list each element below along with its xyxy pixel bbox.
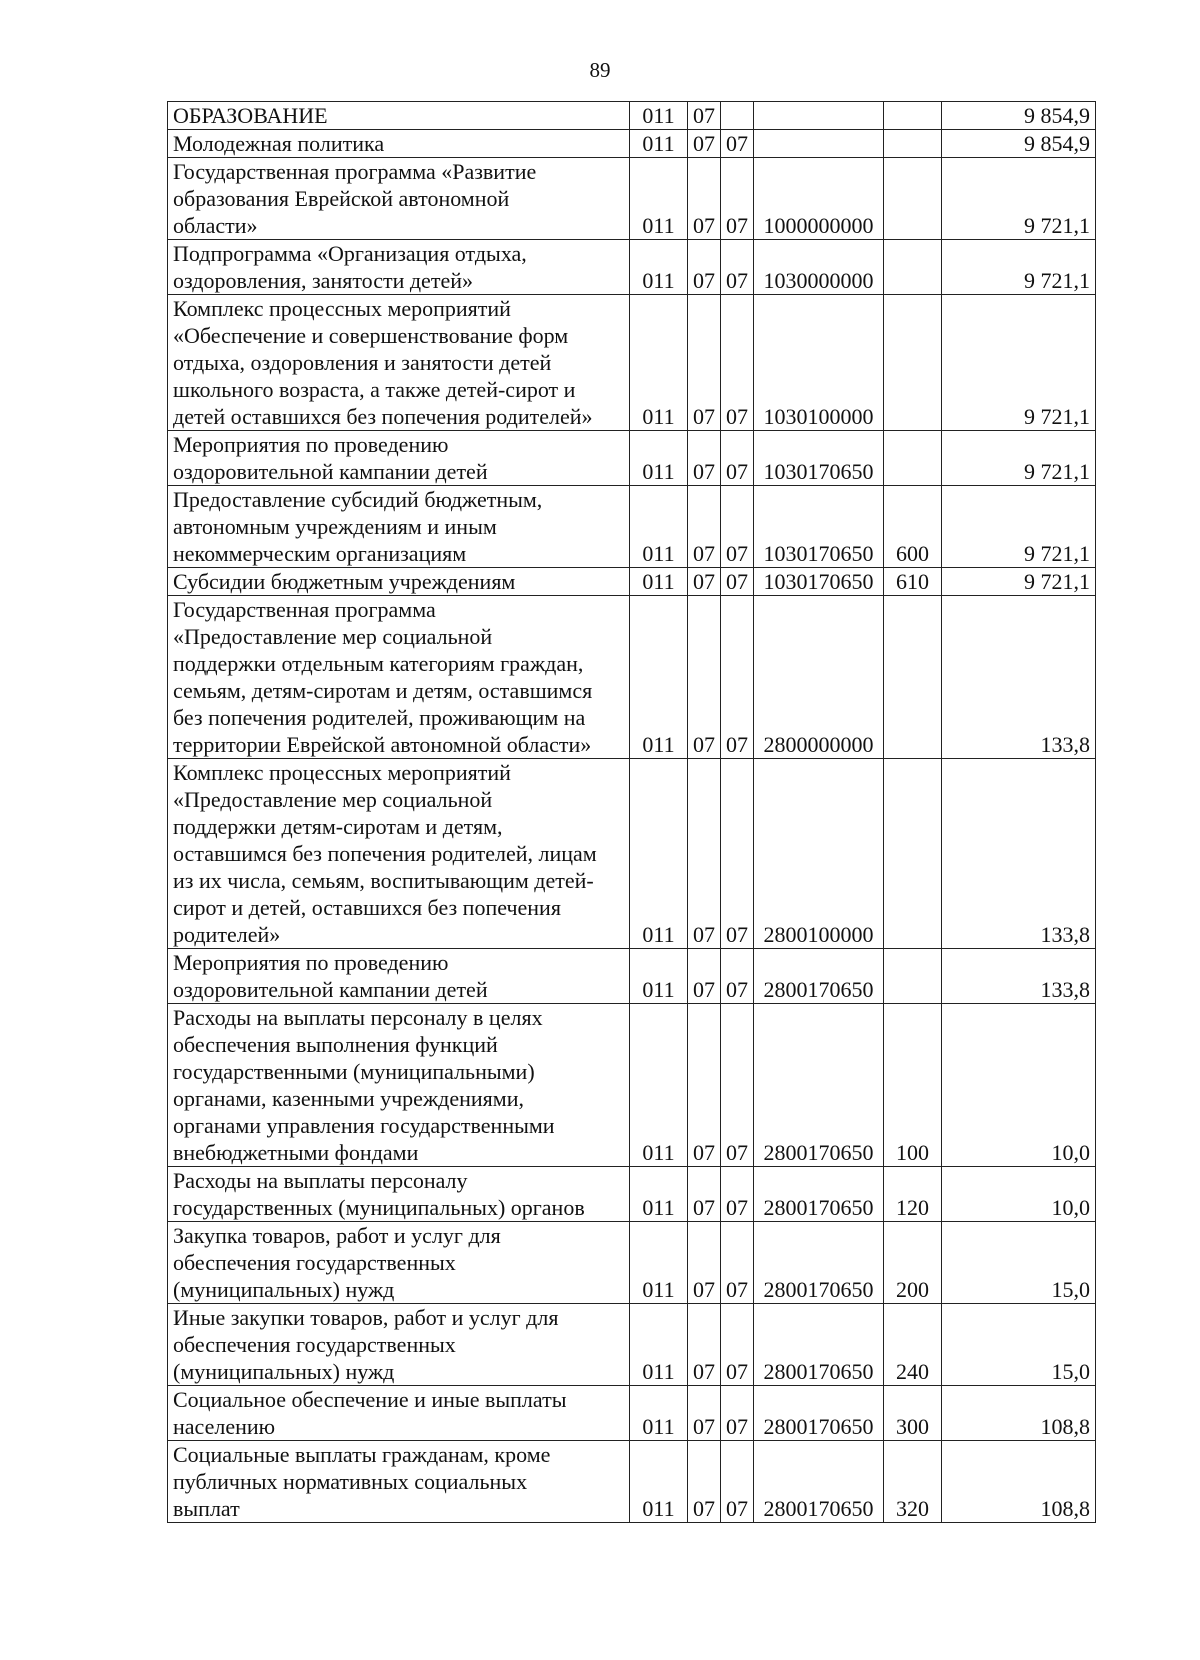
section-code-cell: 07: [688, 1386, 721, 1441]
target-article-cell: [754, 102, 884, 130]
amount-cell: 9 721,1: [942, 158, 1096, 240]
item-name-line: оставшимся без попечения родителей, лицам: [173, 841, 597, 866]
subsection-code-cell: 07: [721, 1004, 754, 1167]
amount-cell: 9 721,1: [942, 295, 1096, 431]
subsection-code-cell: [721, 102, 754, 130]
expense-type-cell: 240: [884, 1304, 942, 1386]
subsection-code-cell: 07: [721, 240, 754, 295]
item-name-cell: [168, 1167, 630, 1222]
item-name-line: внебюджетными фондами: [173, 1140, 419, 1165]
ministry-code-cell: 011: [630, 1441, 688, 1523]
item-name-cell: [168, 431, 630, 486]
item-name-cell: [168, 759, 630, 949]
ministry-code-cell: 011: [630, 1386, 688, 1441]
item-name-cell: [168, 158, 630, 240]
item-name-line: обеспечения государственных: [173, 1332, 456, 1357]
amount-cell: 133,8: [942, 759, 1096, 949]
item-name-line: «Предоставление мер социальной: [173, 787, 493, 812]
table-row: [168, 596, 1096, 759]
expense-type-cell: [884, 431, 942, 486]
target-article-cell: 2800170650: [754, 1167, 884, 1222]
item-name-line: Субсидии бюджетным учреждениям: [173, 569, 516, 594]
section-code-cell: 07: [688, 158, 721, 240]
item-name-line: сирот и детей, оставшихся без попечения: [173, 895, 561, 920]
subsection-code-cell: 07: [721, 1386, 754, 1441]
expense-type-cell: [884, 240, 942, 295]
ministry-code-cell: 011: [630, 1222, 688, 1304]
item-name-line: ОБРАЗОВАНИЕ: [173, 103, 328, 128]
item-name-line: оздоровления, занятости детей»: [173, 268, 473, 293]
subsection-code-cell: 07: [721, 568, 754, 596]
subsection-code-cell: 07: [721, 596, 754, 759]
amount-cell: 9 721,1: [942, 431, 1096, 486]
item-name-cell: [168, 102, 630, 130]
item-name-line: обеспечения выполнения функций: [173, 1032, 498, 1057]
item-name-line: «Предоставление мер социальной: [173, 624, 493, 649]
amount-cell: 9 854,9: [942, 130, 1096, 158]
table-row: [168, 240, 1096, 295]
section-code-cell: 07: [688, 240, 721, 295]
item-name-cell: [168, 130, 630, 158]
table-row: [168, 158, 1096, 240]
budget-table: [167, 101, 1096, 1523]
target-article-cell: 1030170650: [754, 486, 884, 568]
table-row: [168, 1386, 1096, 1441]
target-article-cell: 2800170650: [754, 1004, 884, 1167]
item-name-line: из их числа, семьям, воспитывающим детей-: [173, 868, 594, 893]
target-article-cell: 1030170650: [754, 568, 884, 596]
table-row: [168, 130, 1096, 158]
ministry-code-cell: 011: [630, 102, 688, 130]
item-name-line: Иные закупки товаров, работ и услуг для: [173, 1305, 559, 1330]
section-code-cell: 07: [688, 295, 721, 431]
item-name-line: Закупка товаров, работ и услуг для: [173, 1223, 501, 1248]
item-name-line: выплат: [173, 1496, 240, 1521]
table-row: [168, 1441, 1096, 1523]
subsection-code-cell: 07: [721, 486, 754, 568]
target-article-cell: 2800170650: [754, 1386, 884, 1441]
item-name-line: государственными (муниципальными): [173, 1059, 535, 1084]
subsection-code-cell: 07: [721, 759, 754, 949]
ministry-code-cell: 011: [630, 1004, 688, 1167]
ministry-code-cell: 011: [630, 295, 688, 431]
section-code-cell: 07: [688, 1304, 721, 1386]
expense-type-cell: [884, 596, 942, 759]
amount-cell: 15,0: [942, 1304, 1096, 1386]
subsection-code-cell: 07: [721, 130, 754, 158]
ministry-code-cell: 011: [630, 759, 688, 949]
item-name-line: Комплекс процессных мероприятий: [173, 760, 511, 785]
section-code-cell: 07: [688, 130, 721, 158]
section-code-cell: 07: [688, 1222, 721, 1304]
target-article-cell: 1000000000: [754, 158, 884, 240]
item-name-cell: [168, 949, 630, 1004]
target-article-cell: 2800170650: [754, 1441, 884, 1523]
target-article-cell: 2800170650: [754, 1222, 884, 1304]
table-row: [168, 568, 1096, 596]
item-name-line: Социальное обеспечение и иные выплаты: [173, 1387, 567, 1412]
subsection-code-cell: 07: [721, 295, 754, 431]
section-code-cell: 07: [688, 486, 721, 568]
ministry-code-cell: 011: [630, 431, 688, 486]
item-name-line: автономным учреждениям и иным: [173, 514, 497, 539]
target-article-cell: 2800170650: [754, 949, 884, 1004]
amount-cell: 133,8: [942, 949, 1096, 1004]
subsection-code-cell: 07: [721, 949, 754, 1004]
subsection-code-cell: 07: [721, 1167, 754, 1222]
item-name-line: (муниципальных) нужд: [173, 1277, 395, 1302]
item-name-line: (муниципальных) нужд: [173, 1359, 395, 1384]
item-name-cell: [168, 568, 630, 596]
page-number: 89: [589, 58, 611, 82]
item-name-line: школьного возраста, а также детей-сирот и: [173, 377, 576, 402]
item-name-line: отдыха, оздоровления и занятости детей: [173, 350, 552, 375]
item-name-line: «Обеспечение и совершенствование форм: [173, 323, 569, 348]
table-row: [168, 1004, 1096, 1167]
item-name-line: населению: [173, 1414, 276, 1439]
item-name-line: поддержки детям-сиротам и детям,: [173, 814, 503, 839]
section-code-cell: 07: [688, 596, 721, 759]
table-row: [168, 486, 1096, 568]
target-article-cell: 1030100000: [754, 295, 884, 431]
table-row: [168, 1167, 1096, 1222]
item-name-line: без попечения родителей, проживающим на: [173, 705, 586, 730]
ministry-code-cell: 011: [630, 1304, 688, 1386]
item-name-line: Мероприятия по проведению: [173, 432, 449, 457]
expense-type-cell: 200: [884, 1222, 942, 1304]
target-article-cell: 2800000000: [754, 596, 884, 759]
section-code-cell: 07: [688, 1167, 721, 1222]
expense-type-cell: 100: [884, 1004, 942, 1167]
table-row: [168, 949, 1096, 1004]
table-row: [168, 295, 1096, 431]
target-article-cell: 2800170650: [754, 1304, 884, 1386]
table-row: [168, 431, 1096, 486]
item-name-line: Государственная программа: [173, 597, 436, 622]
ministry-code-cell: 011: [630, 1167, 688, 1222]
section-code-cell: 07: [688, 1441, 721, 1523]
expense-type-cell: [884, 295, 942, 431]
expense-type-cell: 320: [884, 1441, 942, 1523]
ministry-code-cell: 011: [630, 596, 688, 759]
amount-cell: 133,8: [942, 596, 1096, 759]
subsection-code-cell: 07: [721, 431, 754, 486]
item-name-line: государственных (муниципальных) органов: [173, 1195, 585, 1220]
ministry-code-cell: 011: [630, 949, 688, 1004]
expense-type-cell: [884, 102, 942, 130]
expense-type-cell: 120: [884, 1167, 942, 1222]
ministry-code-cell: 011: [630, 568, 688, 596]
item-name-line: образования Еврейской автономной: [173, 186, 510, 211]
item-name-line: области»: [173, 213, 258, 238]
item-name-line: Расходы на выплаты персоналу: [173, 1168, 468, 1193]
item-name-line: публичных нормативных социальных: [173, 1469, 528, 1494]
table-row: [168, 1222, 1096, 1304]
item-name-line: детей оставшихся без попечения родителей»: [173, 404, 593, 429]
item-name-line: обеспечения государственных: [173, 1250, 456, 1275]
target-article-cell: 1030000000: [754, 240, 884, 295]
amount-cell: 108,8: [942, 1386, 1096, 1441]
item-name-line: семьям, детям-сиротам и детям, оставшимся: [173, 678, 593, 703]
subsection-code-cell: 07: [721, 1441, 754, 1523]
section-code-cell: 07: [688, 759, 721, 949]
item-name-line: органами, казенными учреждениями,: [173, 1086, 524, 1111]
item-name-line: Подпрограмма «Организация отдыха,: [173, 241, 527, 266]
amount-cell: 9 721,1: [942, 486, 1096, 568]
item-name-cell: [168, 240, 630, 295]
item-name-cell: [168, 1304, 630, 1386]
amount-cell: 9 854,9: [942, 102, 1096, 130]
amount-cell: 10,0: [942, 1167, 1096, 1222]
ministry-code-cell: 011: [630, 130, 688, 158]
item-name-cell: [168, 486, 630, 568]
item-name-line: поддержки отдельным категориям граждан,: [173, 651, 584, 676]
target-article-cell: 1030170650: [754, 431, 884, 486]
amount-cell: 15,0: [942, 1222, 1096, 1304]
amount-cell: 10,0: [942, 1004, 1096, 1167]
item-name-cell: [168, 1441, 630, 1523]
expense-type-cell: [884, 130, 942, 158]
item-name-cell: [168, 1386, 630, 1441]
subsection-code-cell: 07: [721, 158, 754, 240]
ministry-code-cell: 011: [630, 240, 688, 295]
table-row: [168, 759, 1096, 949]
item-name-cell: [168, 1222, 630, 1304]
expense-type-cell: 600: [884, 486, 942, 568]
ministry-code-cell: 011: [630, 486, 688, 568]
item-name-line: Государственная программа «Развитие: [173, 159, 537, 184]
expense-type-cell: [884, 158, 942, 240]
section-code-cell: 07: [688, 1004, 721, 1167]
item-name-line: Молодежная политика: [173, 131, 385, 156]
section-code-cell: 07: [688, 568, 721, 596]
item-name-cell: [168, 596, 630, 759]
subsection-code-cell: 07: [721, 1304, 754, 1386]
item-name-line: органами управления государственными: [173, 1113, 555, 1138]
item-name-line: некоммерческим организациям: [173, 541, 467, 566]
target-article-cell: 2800100000: [754, 759, 884, 949]
budget-table-body: [168, 102, 1096, 1523]
item-name-cell: [168, 295, 630, 431]
table-row: [168, 1304, 1096, 1386]
table-row: [168, 102, 1096, 130]
amount-cell: 9 721,1: [942, 568, 1096, 596]
amount-cell: 9 721,1: [942, 240, 1096, 295]
item-name-line: Комплекс процессных мероприятий: [173, 296, 511, 321]
section-code-cell: 07: [688, 949, 721, 1004]
ministry-code-cell: 011: [630, 158, 688, 240]
section-code-cell: 07: [688, 431, 721, 486]
item-name-line: оздоровительной кампании детей: [173, 977, 488, 1002]
section-code-cell: 07: [688, 102, 721, 130]
item-name-line: территории Еврейской автономной области»: [173, 732, 592, 757]
item-name-line: Мероприятия по проведению: [173, 950, 449, 975]
target-article-cell: [754, 130, 884, 158]
amount-cell: 108,8: [942, 1441, 1096, 1523]
expense-type-cell: 300: [884, 1386, 942, 1441]
expense-type-cell: [884, 949, 942, 1004]
item-name-cell: [168, 1004, 630, 1167]
item-name-line: Предоставление субсидий бюджетным,: [173, 487, 543, 512]
item-name-line: оздоровительной кампании детей: [173, 459, 488, 484]
subsection-code-cell: 07: [721, 1222, 754, 1304]
item-name-line: Расходы на выплаты персоналу в целях: [173, 1005, 543, 1030]
expense-type-cell: 610: [884, 568, 942, 596]
item-name-line: Социальные выплаты гражданам, кроме: [173, 1442, 551, 1467]
expense-type-cell: [884, 759, 942, 949]
item-name-line: родителей»: [173, 922, 281, 947]
